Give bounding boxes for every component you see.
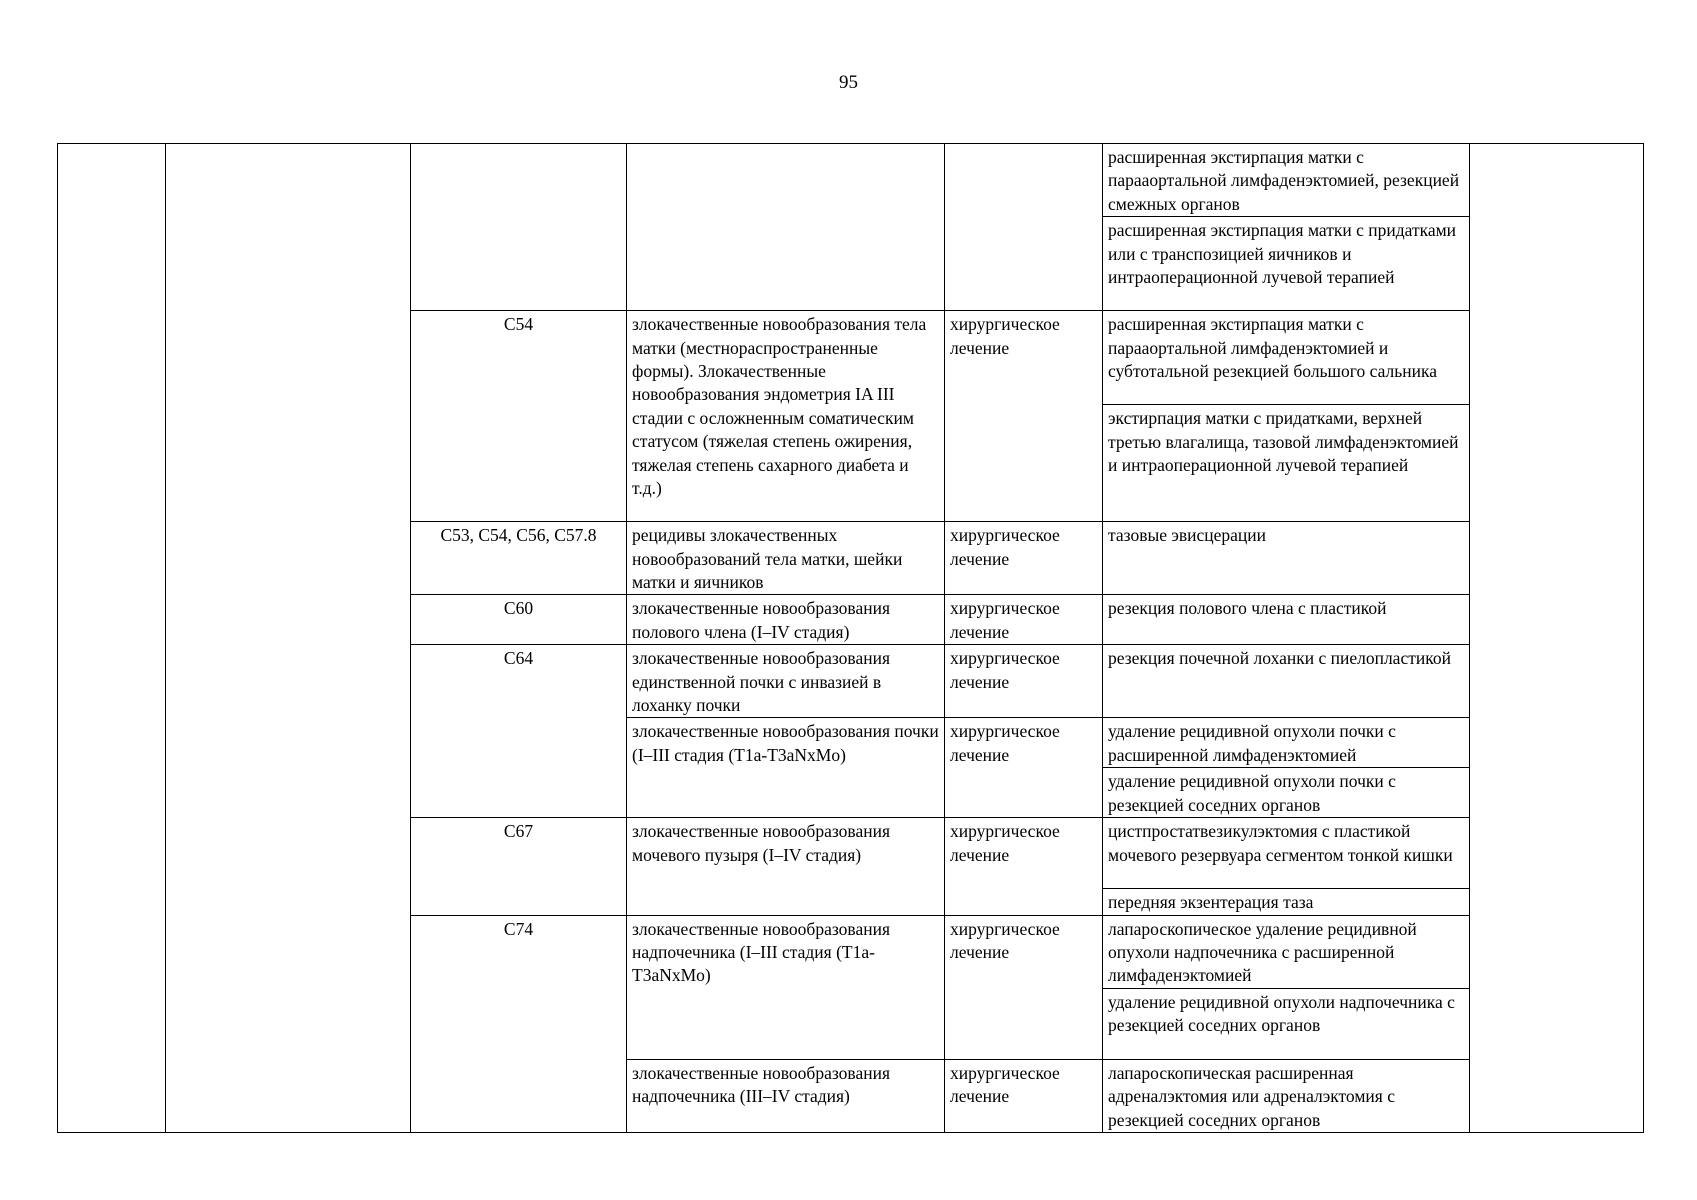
treatment-cell: хирургическое лечение xyxy=(945,522,1103,595)
diagnosis-cell-empty xyxy=(627,144,945,311)
method-cell: удаление рецидивной опухоли почки с резекцией соседних органов xyxy=(1103,768,1470,818)
diagnosis-cell: злокачественные новообразования полового члена (I–IV стадия) xyxy=(627,595,945,645)
diagnosis-cell: рецидивы злокачественных новообразований тела матки, шейки матки и яичников xyxy=(627,522,945,595)
treatment-cell: хирургическое лечение xyxy=(945,915,1103,1059)
number-cell xyxy=(58,144,166,1133)
treatment-cell: хирургическое лечение xyxy=(945,595,1103,645)
treatment-cell: хирургическое лечение xyxy=(945,645,1103,718)
method-cell: лапароскопическое удаление рецидивной опухоли надпочечника с расширенной лимфаденэктомией xyxy=(1103,915,1470,988)
treatment-cell-empty xyxy=(945,144,1103,311)
method-cell: лапароскопическая расширенная адреналэктомия или адреналэктомия с резекцией соседних органов xyxy=(1103,1059,1470,1132)
diagnosis-cell: злокачественные новообразования надпочечника (III–IV стадия) xyxy=(627,1059,945,1132)
cost-cell xyxy=(1470,144,1644,1133)
treatment-cell: хирургическое лечение xyxy=(945,718,1103,818)
method-cell: удаление рецидивной опухоли надпочечника с резекцией соседних органов xyxy=(1103,988,1470,1059)
profile-cell xyxy=(166,144,411,1133)
medical-care-table xyxy=(57,143,1644,1133)
method-cell: удаление рецидивной опухоли почки с расширенной лимфаденэктомией xyxy=(1103,718,1470,768)
diagnosis-cell: злокачественные новообразования единственной почки с инвазией в лоханку почки xyxy=(627,645,945,718)
diagnosis-cell: злокачественные новообразования мочевого пузыря (I–IV стадия) xyxy=(627,818,945,915)
diagnosis-cell: злокачественные новообразования тела матки (местнораспространенные формы). Злокачественные новообразования эндометрия IA III стадии с осложненным соматическим статусом (тяжелая степень ожирения, тяжелая степень сахарного диабета и т.д.) xyxy=(627,311,945,522)
method-cell: резекция полового члена с пластикой xyxy=(1103,595,1470,645)
method-cell: резекция почечной лоханки с пиелопластикой xyxy=(1103,645,1470,718)
diagnosis-cell: злокачественные новообразования почки (I–III стадия (T1a-T3aNxMo) xyxy=(627,718,945,818)
method-cell: расширенная экстирпация матки с придатками или с транспозицией яичников и интраоперационной лучевой терапией xyxy=(1103,217,1470,311)
method-cell: расширенная экстирпация матки с парааортальной лимфаденэктомией, резекцией смежных органов xyxy=(1103,144,1470,217)
diagnosis-code: C60 xyxy=(411,595,627,645)
method-cell: цистпростатвезикулэктомия с пластикой мочевого резервуара сегментом тонкой кишки xyxy=(1103,818,1470,889)
method-cell: тазовые эвисцерации xyxy=(1103,522,1470,595)
diagnosis-code: C67 xyxy=(411,818,627,915)
diagnosis-code: C54 xyxy=(411,311,627,522)
treatment-cell: хирургическое лечение xyxy=(945,1059,1103,1132)
treatment-cell: хирургическое лечение xyxy=(945,818,1103,915)
diagnosis-code: C74 xyxy=(411,915,627,1132)
page-number: 95 xyxy=(839,72,858,93)
code-cell-empty xyxy=(411,144,627,311)
diagnosis-code: C64 xyxy=(411,645,627,818)
diagnosis-code: C53, C54, C56, C57.8 xyxy=(411,522,627,595)
diagnosis-cell: злокачественные новообразования надпочечника (I–III стадия (T1a-T3aNxMo) xyxy=(627,915,945,1059)
treatment-cell: хирургическое лечение xyxy=(945,311,1103,522)
method-cell: передняя экзентерация таза xyxy=(1103,889,1470,915)
method-cell: экстирпация матки с придатками, верхней третью влагалища, тазовой лимфаденэктомией и интраоперационной лучевой терапией xyxy=(1103,405,1470,522)
method-cell: расширенная экстирпация матки с парааортальной лимфаденэктомией и субтотальной резекцией большого сальника xyxy=(1103,311,1470,405)
